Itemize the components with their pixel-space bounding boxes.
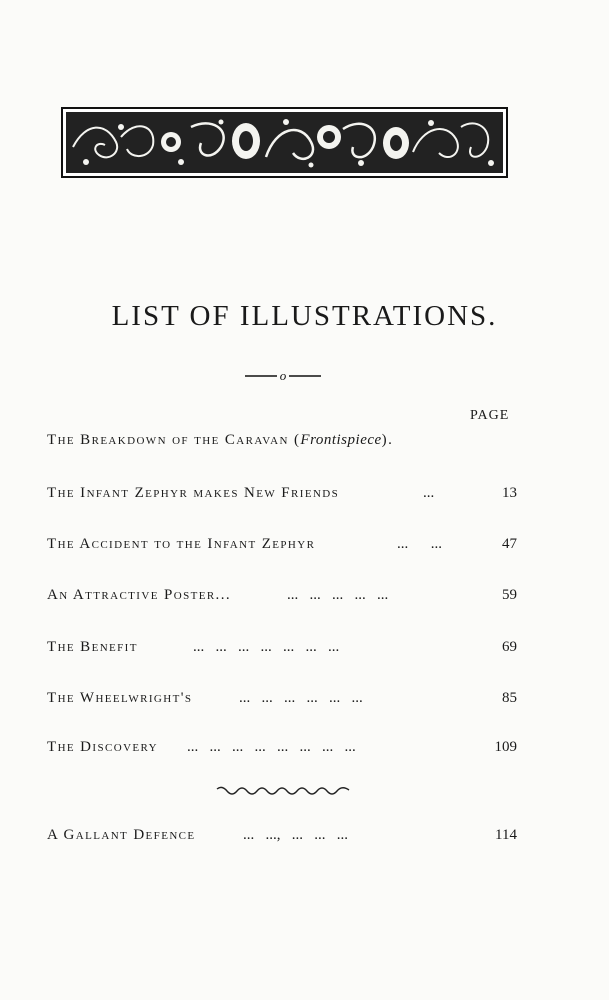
page-title: LIST OF ILLUSTRATIONS.: [111, 300, 498, 332]
entry-note: Frontispiece: [300, 432, 382, 448]
leader-dots: ... ... ... ... ...: [287, 587, 389, 603]
leader-dots: ... ... ... ... ... ...: [239, 690, 363, 706]
engraved-ornament-band: [61, 107, 508, 178]
entry-page-number: 13: [502, 485, 517, 501]
entry-title: The Infant Zephyr makes New Friends: [47, 485, 340, 501]
list-item: [47, 739, 517, 763]
list-item: [47, 690, 517, 714]
page-column-label: PAGE: [470, 408, 510, 423]
leader-dots: ... ..., ... ... ...: [243, 827, 348, 843]
entry-title: The Discovery: [47, 739, 159, 755]
entry-title: The Breakdown of the Caravan: [47, 432, 289, 448]
wavy-divider: [215, 784, 353, 798]
list-item: [47, 536, 517, 560]
entry-title: The Wheelwright's: [47, 690, 193, 706]
entry-page-number: 47: [502, 536, 517, 552]
entry-page-number: 85: [502, 690, 517, 706]
entry-page-number: 69: [502, 639, 517, 655]
entry-page-number: 59: [502, 587, 517, 603]
leader-dots: ... ... ... ... ... ... ... ...: [187, 739, 356, 755]
entry-title: An Attractive Poster...: [47, 587, 232, 603]
leader-dots: ...: [423, 485, 435, 501]
entry-title: The Benefit: [47, 639, 138, 655]
entry-page-number: 114: [495, 827, 517, 843]
list-item: [47, 827, 517, 851]
list-item: [47, 639, 517, 663]
leader-dots: ... ...: [397, 536, 442, 552]
list-item: [47, 587, 517, 611]
entry-title: A Gallant Defence: [47, 827, 196, 843]
list-item: [47, 485, 517, 509]
title-rule-divider: [245, 366, 321, 384]
entry-page-number: 109: [494, 739, 517, 755]
svg-text:o: o: [279, 368, 287, 383]
entry-title: The Accident to the Infant Zephyr: [47, 536, 316, 552]
leader-dots: ... ... ... ... ... ... ...: [193, 639, 340, 655]
list-item: The Breakdown of the Caravan (Frontispiece).: [47, 432, 394, 448]
